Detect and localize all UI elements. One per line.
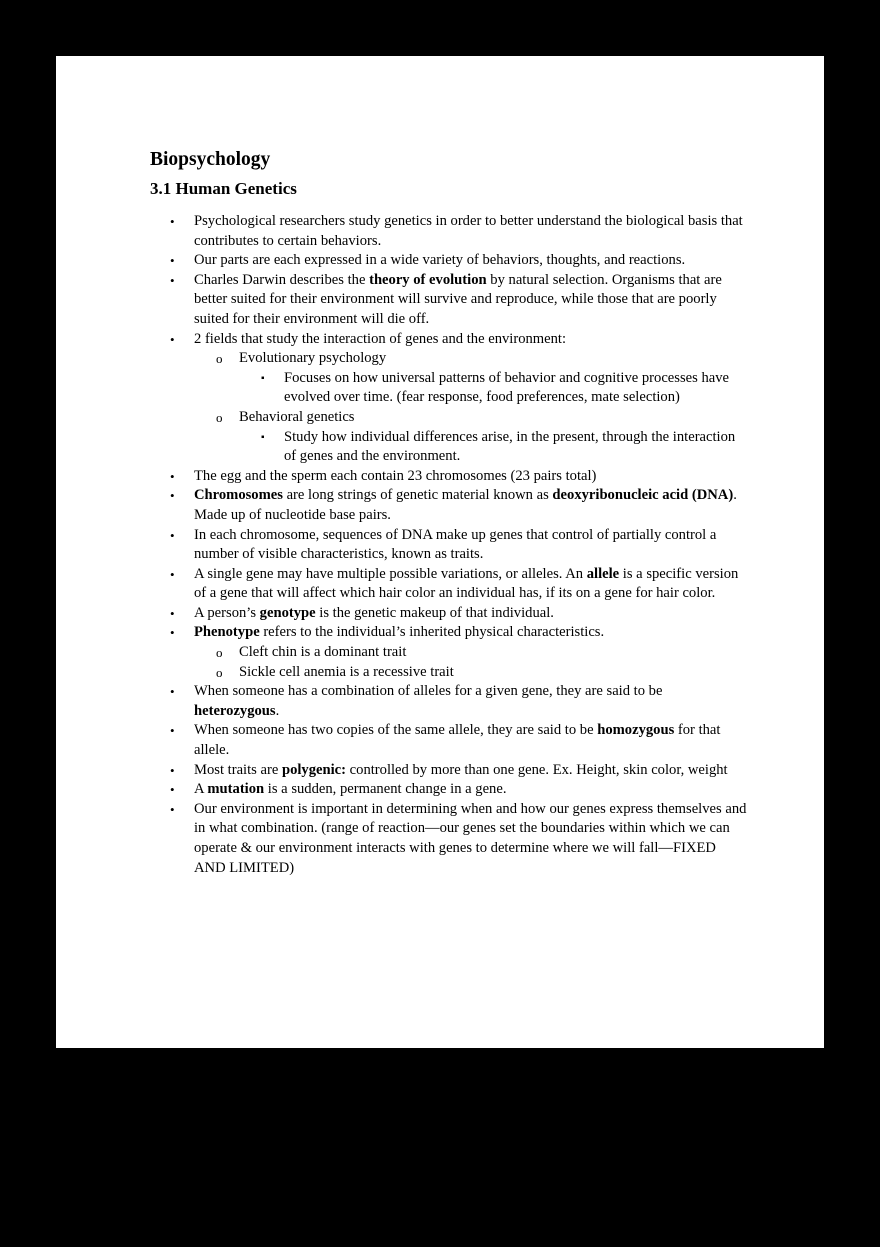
sub-list xyxy=(194,349,749,467)
bullet-dot-icon: • xyxy=(170,272,175,288)
list-item-text xyxy=(194,624,604,640)
list-item xyxy=(150,780,749,800)
text-segment: A single gene may have multiple possible variations, or alleles. An xyxy=(194,565,587,582)
sub-list-item xyxy=(194,663,749,683)
text-segment: A person’s xyxy=(194,604,260,621)
list-item xyxy=(150,604,749,624)
list-item xyxy=(150,467,749,487)
text-segment: When someone has a combination of alleles for a given gene, they are said to be xyxy=(194,683,663,700)
bullet-dot-icon: • xyxy=(170,488,175,504)
sub-sub-list xyxy=(239,428,749,467)
list-item-text xyxy=(194,683,662,719)
list-item-text xyxy=(194,801,746,876)
text-segment: A xyxy=(194,781,208,798)
sub-list-item-text: Behavioral genetics xyxy=(239,408,355,425)
sub-list-item-text: Cleft chin is a dominant trait xyxy=(239,644,407,661)
bold-term: heterozygous xyxy=(194,702,276,719)
list-item xyxy=(150,251,749,271)
sub-list xyxy=(194,643,749,682)
list-item-text xyxy=(194,762,728,778)
document-title: Biopsychology xyxy=(150,149,271,170)
list-item xyxy=(150,271,749,330)
bullet-dot-icon: • xyxy=(170,782,175,798)
document-page xyxy=(56,56,824,1048)
text-segment: controlled by more than one gene. Ex. Height, skin color, weight xyxy=(346,761,728,778)
list-item xyxy=(150,761,749,781)
bullet-dot-icon: • xyxy=(170,684,175,700)
bullet-dot-icon: • xyxy=(170,723,175,739)
bullet-dot-icon: • xyxy=(170,605,175,621)
list-item xyxy=(150,330,749,467)
text-segment: When someone has two copies of the same allele, they are said to be xyxy=(194,722,598,739)
bullet-dot-icon: • xyxy=(170,214,175,229)
text-segment: Charles Darwin describes the xyxy=(194,271,370,288)
page-content xyxy=(150,148,750,878)
sub-list-item xyxy=(194,643,749,663)
bullet-circle-icon: o xyxy=(216,664,223,680)
list-item-text xyxy=(194,213,743,249)
list-item xyxy=(150,800,749,878)
text-segment: 2 fields that study the interaction of genes and the environment: xyxy=(194,330,567,347)
list-item-text xyxy=(194,566,738,602)
list-item-text xyxy=(194,605,554,621)
text-segment: is a sudden, permanent change in a gene. xyxy=(264,781,507,798)
text-segment: are long strings of genetic material known as xyxy=(282,487,553,504)
bold-term: deoxyribonucleic acid (DNA) xyxy=(552,487,734,504)
sub-sub-list xyxy=(239,369,749,408)
sub-sub-list-item-text: Focuses on how universal patterns of behavior and cognitive processes have evolved over time. (fear response, food preferences, mate selection) xyxy=(284,369,729,406)
section-heading: 3.1 Human Genetics xyxy=(150,179,297,198)
bold-term: theory of evolution xyxy=(369,271,487,288)
list-item xyxy=(150,526,749,565)
text-segment: . xyxy=(275,702,280,719)
bullet-dot-icon: • xyxy=(170,801,175,817)
list-item xyxy=(150,565,749,604)
bold-term: mutation xyxy=(207,781,265,798)
list-item-text xyxy=(194,272,722,327)
text-segment: is a specific version of a gene that will affect which hair color an individual has, if its on a gene for hair color. xyxy=(194,565,739,602)
bullet-dot-icon: • xyxy=(170,625,175,641)
text-segment: by natural selection. Organisms that are better suited for their environment will survive and reproduce, while those that are poorly suited for their environment will die off. xyxy=(194,271,722,327)
text-segment: The egg and the sperm each contain 23 chromosomes (23 pairs total) xyxy=(194,467,597,484)
list-item-text xyxy=(194,722,720,758)
bullet-square-icon: ▪ xyxy=(261,372,265,384)
text-segment: Our environment is important in determining when and how our genes express themselves and in what combination. (range of reaction—our genes set the boundaries within which we can operate & our environment interacts with genes to determine where we will fall—FIXED AND LIMITED) xyxy=(194,800,747,876)
sub-list-item-text: Evolutionary psychology xyxy=(239,350,387,367)
list-item xyxy=(150,721,749,760)
list-item-text xyxy=(194,468,596,484)
list-item xyxy=(150,623,749,682)
text-segment: In each chromosome, sequences of DNA make up genes that control of partially control a number of visible characteristics, known as traits. xyxy=(194,526,717,563)
text-segment: Most traits are xyxy=(194,761,282,778)
list-item-text xyxy=(194,527,716,563)
sub-list-item xyxy=(194,408,749,467)
list-item-text xyxy=(194,331,566,347)
sub-sub-list-item xyxy=(239,369,749,408)
sub-list-item-text: Sickle cell anemia is a recessive trait xyxy=(239,663,454,680)
bullet-square-icon: ▪ xyxy=(261,431,265,443)
bullet-circle-icon: o xyxy=(216,645,223,661)
list-item xyxy=(150,212,749,251)
text-segment: refers to the individual’s inherited physical characteristics. xyxy=(259,624,605,641)
text-segment: for that allele. xyxy=(194,722,721,759)
bullet-list xyxy=(150,212,750,878)
bullet-circle-icon: o xyxy=(216,409,223,425)
text-segment: Our parts are each expressed in a wide variety of behaviors, thoughts, and reactions. xyxy=(194,252,686,269)
list-item-text xyxy=(194,252,685,268)
list-item xyxy=(150,486,749,525)
bold-term: Chromosomes xyxy=(194,487,283,504)
bold-term: genotype xyxy=(259,604,316,621)
bullet-dot-icon: • xyxy=(170,762,175,778)
list-item-text xyxy=(194,487,737,523)
text-segment: . Made up of nucleotide base pairs. xyxy=(194,487,737,523)
bullet-dot-icon: • xyxy=(170,566,175,582)
bullet-dot-icon: • xyxy=(170,468,175,484)
sub-sub-list-item xyxy=(239,428,749,467)
bullet-dot-icon: • xyxy=(170,253,175,269)
bullet-dot-icon: • xyxy=(170,331,175,347)
bullet-circle-icon: o xyxy=(216,351,223,367)
bold-term: Phenotype xyxy=(194,624,260,641)
bullet-dot-icon: • xyxy=(170,527,175,543)
list-item xyxy=(150,682,749,721)
text-segment: is the genetic makeup of that individual. xyxy=(315,604,554,621)
sub-list-item xyxy=(194,349,749,408)
bold-term: allele xyxy=(586,565,620,582)
sub-sub-list-item-text: Study how individual differences arise, in the present, through the interaction of genes and the environment. xyxy=(284,428,736,465)
bold-term: polygenic: xyxy=(281,761,347,778)
bold-term: homozygous xyxy=(597,722,675,739)
list-item-text xyxy=(194,781,507,797)
text-segment: Psychological researchers study genetics in order to better understand the biological basis that contributes to certain behaviors. xyxy=(194,213,743,249)
